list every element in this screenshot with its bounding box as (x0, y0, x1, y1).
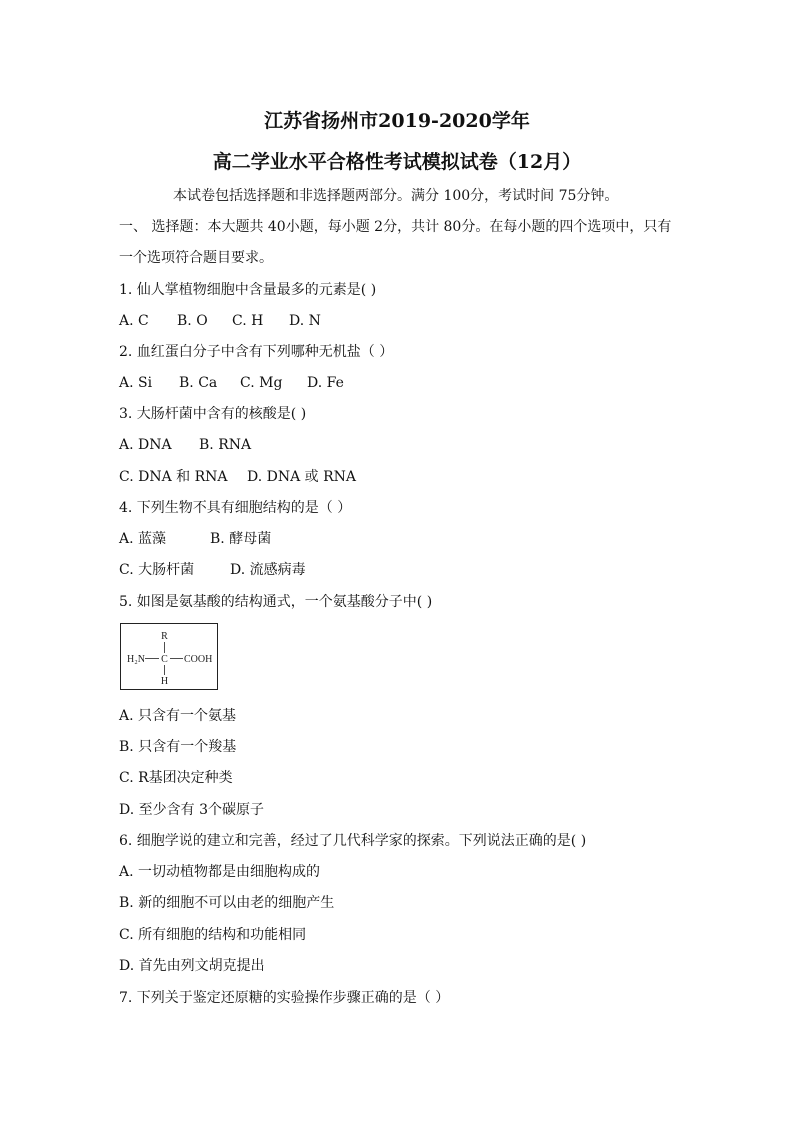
question-5-option-d: D. 至少含有 3个碳原子 (119, 802, 264, 818)
option-d: D. N (289, 313, 321, 329)
question-6-stem: 6. 细胞学说的建立和完善，经过了几代科学家的探索。下列说法正确的是( ) (119, 833, 587, 849)
exam-title-line1: 江苏省扬州市2019-2020学年 (264, 110, 530, 132)
question-4-stem: 4. 下列生物不具有细胞结构的是（ ） (119, 500, 352, 516)
formula-amino-group: H₂N (127, 654, 145, 665)
option-b: B. RNA (199, 437, 252, 453)
option-d: D. 流感病毒 (230, 562, 306, 578)
section-instructions-line2: 一个选项符合题目要求。 (119, 250, 273, 266)
option-b: B. 酵母菌 (210, 531, 272, 547)
formula-alpha-carbon: C (161, 654, 168, 665)
option-d: D. Fe (307, 375, 344, 391)
question-5-option-b: B. 只含有一个羧基 (119, 739, 237, 755)
question-6-option-c: C. 所有细胞的结构和功能相同 (119, 927, 307, 943)
question-3-stem: 3. 大肠杆菌中含有的核酸是( ) (119, 406, 307, 422)
exam-intro: 本试卷包括选择题和非选择题两部分。满分 100分，考试时间 75分钟。 (173, 188, 619, 204)
option-c: C. H (232, 313, 264, 329)
formula-carboxyl-group: COOH (184, 654, 213, 665)
formula-hydrogen: H (160, 676, 169, 687)
formula-r-group: R (161, 631, 168, 642)
question-2-stem: 2. 血红蛋白分子中含有下列哪种无机盐（ ） (119, 344, 394, 360)
question-2-options (119, 374, 344, 392)
exam-title-line2: 高二学业水平合格性考试模拟试卷（12月） (212, 151, 582, 173)
question-6-option-a: A. 一切动植物都是由细胞构成的 (119, 864, 321, 880)
option-c: C. DNA 和 RNA (119, 469, 228, 485)
question-3-options-row2 (119, 468, 356, 486)
question-5-stem: 5. 如图是氨基酸的结构通式，一个氨基酸分子中( ) (119, 594, 433, 610)
question-1-stem: 1. 仙人掌植物细胞中含量最多的元素是( ) (119, 282, 377, 298)
option-c: C. Mg (240, 375, 283, 391)
question-5-option-c: C. R基团决定种类 (119, 770, 233, 786)
amino-acid-formula-figure (120, 623, 218, 690)
question-4-options-row1 (119, 530, 271, 548)
option-a: A. 蓝藻 (119, 531, 167, 547)
question-7-stem: 7. 下列关于鉴定还原糖的实验操作步骤正确的是（ ） (119, 990, 450, 1006)
question-6-option-b: B. 新的细胞不可以由老的细胞产生 (119, 895, 335, 911)
option-c: C. 大肠杆菌 (119, 562, 195, 578)
option-b: B. O (177, 313, 208, 329)
question-1-options (119, 312, 321, 330)
question-3-options-row1 (119, 436, 251, 454)
option-d: D. DNA 或 RNA (247, 469, 357, 485)
option-b: B. Ca (179, 375, 218, 391)
question-4-options-row2 (119, 561, 306, 579)
question-6-option-d: D. 首先由列文胡克提出 (119, 958, 265, 974)
section-instructions-line1: 一、 选择题：本大题共 40小题，每小题 2分，共计 80分。在每小题的四个选项中，只有 (119, 219, 672, 235)
question-5-option-a: A. 只含有一个氨基 (119, 708, 237, 724)
option-a: A. DNA (119, 437, 172, 453)
option-a: A. C (119, 313, 149, 329)
option-a: A. Si (119, 375, 153, 391)
